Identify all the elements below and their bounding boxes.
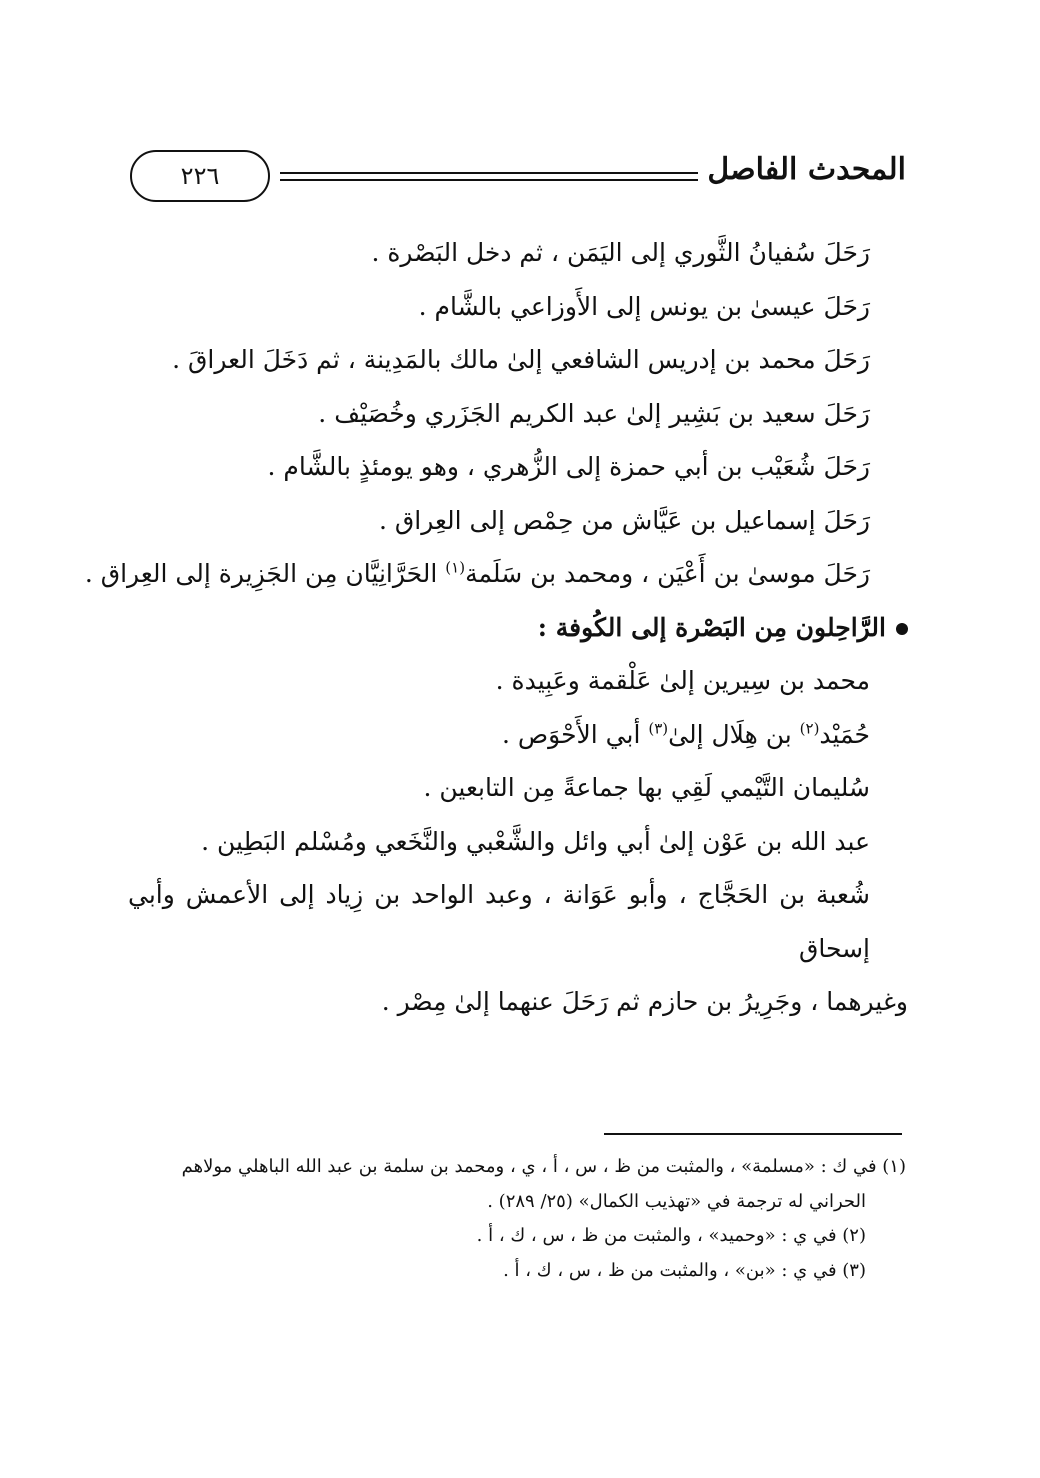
text-line: رَحَلَ سعيد بن بَشِير إلىٰ عبد الكريم الجَزَري وخُصَيْف . (318, 398, 870, 428)
bullet-icon (896, 623, 908, 635)
text-line: رَحَلَ شُعَيْب بن أبي حمزة إلى الزُّهري ، وهو يومئذٍ بالشَّام . (267, 452, 870, 481)
page-number: ٢٢٦ (130, 150, 270, 202)
footnote-separator (604, 1133, 902, 1135)
text-segment: رَحَلَ موسىٰ بن أَعْيَن ، ومحمد بن سَلَمة (465, 559, 870, 588)
footnote-marker: (٢) (799, 719, 820, 738)
text-segment: حُمَيْد (819, 719, 870, 749)
footnote-marker: (٣) (648, 719, 669, 738)
text-line (128, 708, 908, 762)
text-line: رَحَلَ سُفيانُ الثَّوري إلى اليَمَن ، ثم دخل البَصْرة . (371, 238, 870, 267)
text-segment: بن هِلَال إلىٰ (668, 719, 800, 749)
footnotes (130, 1150, 906, 1288)
paragraph-line: وغيرهما ، وجَرِيرُ بن حازم ثم رَحَلَ عنهما إلىٰ مِصْر . (381, 987, 908, 1016)
text-line: محمد بن سِيرين إلىٰ عَلْقمة وعَبِيدة . (495, 666, 870, 695)
paragraph (128, 868, 908, 1029)
footnote-1: (١) في ك : «مسلمة» ، والمثبت من ظ ، س ، أ ، ي ، ومحمد بن سلمة بن عبد الله الباهلي مولاهم (181, 1156, 906, 1177)
paragraph-line: شُعبة بن الحَجَّاج ، وأبو عَوَانة ، وعبد الواحد بن زِياد إلى الأعمش وأبي إسحاق (128, 880, 870, 963)
text-line: رَحَلَ إسماعيل بن عَيَّاش من حِمْص إلى العِراق . (378, 505, 870, 535)
heading-text: الرَّاحِلون مِن البَصْرة إلى الكُوفة : (537, 612, 886, 642)
footnote-marker: (١) (445, 558, 466, 577)
book-title: المحدث الفاصل (707, 152, 906, 187)
text-segment: أبي الأَحْوَص . (502, 719, 649, 749)
footnote-2: (٢) في ي : «وحميد» ، والمثبت من ظ ، س ، ك ، أ . (476, 1225, 866, 1246)
text-line: عبد الله بن عَوْن إلىٰ أبي وائل والشَّعْبي والنَّخَعي ومُسْلم البَطِين . (201, 826, 870, 856)
page-header (130, 150, 906, 208)
text-line (84, 547, 908, 601)
body-text (84, 226, 908, 1029)
footnote-1-continuation: الحراني له ترجمة في «تهذيب الكمال» (٢٥/ ٢٨٩) . (487, 1190, 866, 1212)
text-segment: الحَرَّانِيَّان مِن الجَزِيرة إلى العِراق . (84, 559, 446, 588)
text-line: رَحَلَ محمد بن إدريس الشافعي إلىٰ مالك بالمَدِينة ، ثم دَخَلَ العراقَ . (172, 345, 870, 374)
text-line: رَحَلَ عيسىٰ بن يونس إلى الأَوزاعي بالشَّام . (418, 291, 870, 321)
footnote-3: (٣) في ي : «بن» ، والمثبت من ظ ، س ، ك ، أ . (503, 1259, 866, 1281)
section-heading (128, 601, 908, 655)
header-double-rule (280, 172, 698, 181)
text-line: سُليمان التَّيْمي لَقِي بها جماعةً مِن التابعين . (423, 773, 870, 802)
